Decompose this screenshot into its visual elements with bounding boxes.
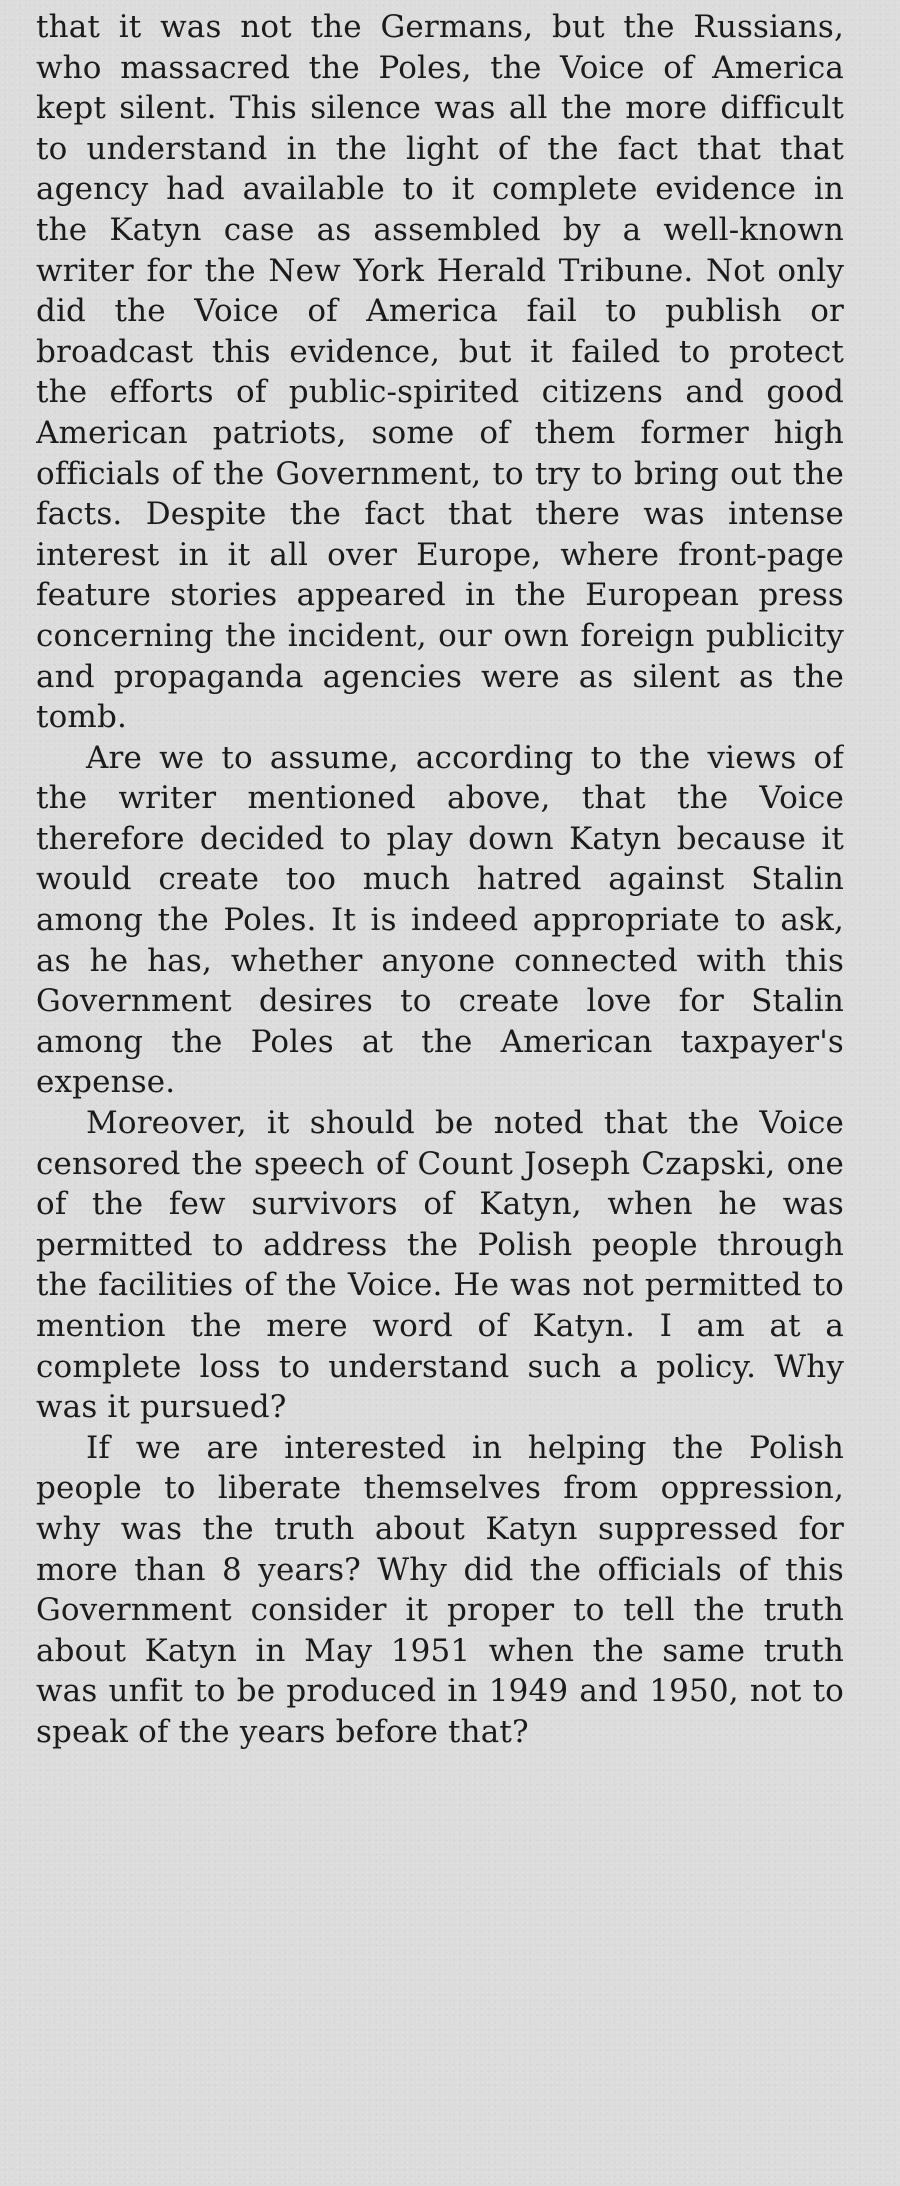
article-body <box>36 0 844 1753</box>
paragraph-1: that it was not the Germans, but the Russians, who massacred the Poles, the Voice of America kept silent. This silence was all the more difficult to understand in the light of the fact that that agency had available to it complete evidence in the Katyn case as assembled by a well-known writer for the New York Herald Tribune. Not only did the Voice of America fail to publish or broadcast this evidence, but it failed to protect the efforts of public-spirited citizens and good American patriots, some of them former high officials of the Government, to try to bring out the facts. Despite the fact that there was intense interest in it all over Europe, where front-page feature stories appeared in the European press concerning the incident, our own foreign publicity and propaganda agencies were as silent as the tomb. <box>36 9 844 736</box>
article-column <box>36 0 844 2186</box>
paragraph-2: Are we to assume, according to the views of the writer mentioned above, that the Voice therefore decided to play down Katyn because it would create too much hatred against Stalin among the Poles. It is indeed appropriate to ask, as he has, whether anyone connected with this Government desires to create love for Stalin among the Poles at the American taxpayer's expense. <box>36 739 844 1101</box>
paragraph-4: If we are interested in helping the Polish people to liberate themselves from oppression, why was the truth about Katyn suppressed for more than 8 years? Why did the officials of this Government consider it proper to tell the truth about Katyn in May 1951 when the same truth was unfit to be produced in 1949 and 1950, not to speak of the years before that? <box>36 1429 844 1750</box>
paragraph-3: Moreover, it should be noted that the Voice censored the speech of Count Joseph Czapski, one of the few survivors of Katyn, when he was permitted to address the Polish people through the facilities of the Voice. He was not permitted to mention the mere word of Katyn. I am at a complete loss to understand such a policy. Why was it pursued? <box>36 1105 844 1426</box>
